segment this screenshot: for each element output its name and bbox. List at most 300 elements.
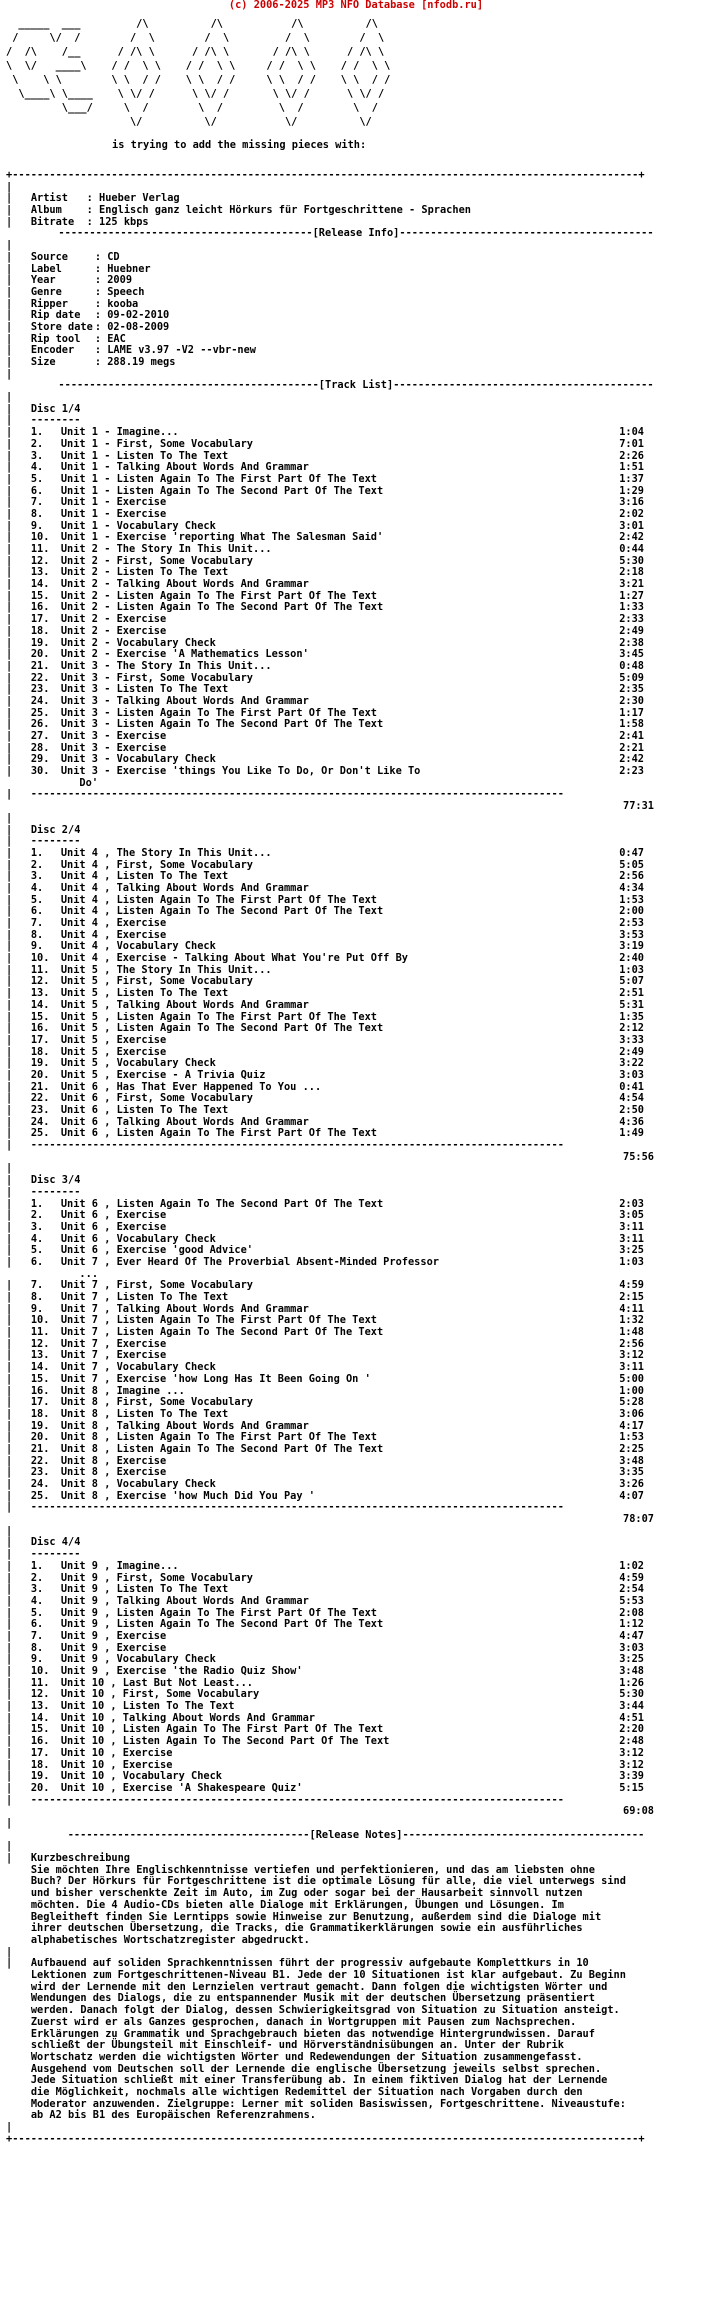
track-row: | 12. Unit 2 - First, Some Vocabulary 5:30 bbox=[6, 554, 644, 567]
disc-underline: | -------- bbox=[6, 414, 81, 427]
track-number: 1. bbox=[30, 1197, 44, 1210]
track-number: 8. bbox=[30, 1291, 44, 1304]
track-title: Unit 3 - First, Some Vocabulary bbox=[60, 672, 253, 684]
track-row: | 25. Unit 3 - Listen Again To The First Part Of The Text 1:17 bbox=[6, 706, 644, 719]
track-row: | 21. Unit 6 , Has That Ever Happened To You ... 0:41 bbox=[6, 1080, 644, 1093]
track-title: Unit 2 - Listen To The Text bbox=[60, 567, 229, 579]
track-duration: 0:48 bbox=[619, 659, 644, 672]
track-duration: 1:33 bbox=[619, 601, 644, 614]
track-number: 5. bbox=[30, 472, 44, 485]
track-row: | 1. Unit 9 , Imagine... 1:02 bbox=[6, 1559, 644, 1572]
spacer: | bbox=[6, 1816, 13, 1829]
track-duration: 1:51 bbox=[619, 461, 644, 474]
track-duration: 4:36 bbox=[619, 1115, 644, 1128]
track-duration: 4:47 bbox=[619, 1629, 644, 1642]
track-title: Unit 3 - Listen Again To The First Part Of The Text bbox=[60, 707, 377, 719]
track-title: Unit 1 - First, Some Vocabulary bbox=[60, 438, 253, 450]
logo-line: \____\ \____ \ \/ / \ \/ / \ \/ / \ \/ / bbox=[6, 88, 409, 100]
track-title: Unit 3 - The Story In This Unit... bbox=[60, 660, 272, 672]
banner-text: (c) 2006-2025 MP3 NFO Database [nfodb.ru] bbox=[228, 0, 484, 11]
track-title: Unit 5 , The Story In This Unit... bbox=[60, 964, 272, 976]
track-row: | 14. Unit 7 , Vocabulary Check 3:11 bbox=[6, 1361, 644, 1374]
track-number: 12. bbox=[30, 975, 50, 988]
info-value: kooba bbox=[107, 297, 139, 310]
info-row: | Source : CD bbox=[6, 250, 120, 263]
track-row: | 14. Unit 10 , Talking About Words And Grammar 4:51 bbox=[6, 1711, 644, 1724]
track-number: 23. bbox=[30, 1466, 50, 1479]
track-number: 5. bbox=[30, 893, 44, 906]
track-title: Unit 1 - Listen Again To The First Part Of The Text bbox=[60, 473, 377, 485]
disc-total: 78:07 bbox=[623, 1513, 654, 1526]
info-label: Source bbox=[30, 250, 69, 263]
track-number: 19. bbox=[30, 1057, 50, 1070]
track-row: | 16. Unit 10 , Listen Again To The Second Part Of The Text 2:48 bbox=[6, 1735, 644, 1748]
track-row: | 7. Unit 4 , Exercise 2:53 bbox=[6, 917, 644, 930]
track-row: | 20. Unit 8 , Listen Again To The First Part Of The Text 1:53 bbox=[6, 1431, 644, 1444]
track-duration: 1:53 bbox=[619, 1431, 644, 1444]
track-number: 26. bbox=[30, 718, 50, 731]
track-row: | 10. Unit 9 , Exercise 'the Radio Quiz Show' 3:48 bbox=[6, 1665, 644, 1678]
track-title: Unit 9 , Vocabulary Check bbox=[60, 1654, 216, 1666]
track-duration: 2:33 bbox=[619, 613, 644, 626]
track-title: Unit 5 , Listen Again To The First Part Of The Text bbox=[60, 1011, 377, 1023]
info-row: | Year : 2009 bbox=[6, 274, 133, 287]
track-duration: 2:42 bbox=[619, 753, 644, 766]
track-number: 19. bbox=[30, 1419, 50, 1432]
track-number: 3. bbox=[30, 1220, 44, 1233]
track-title: Unit 1 - Talking About Words And Grammar bbox=[60, 462, 309, 474]
track-number: 22. bbox=[30, 671, 50, 684]
track-duration: 1:35 bbox=[619, 1010, 644, 1023]
track-row: | 24. Unit 8 , Vocabulary Check 3:26 bbox=[6, 1478, 644, 1491]
track-title: Unit 6 , Exercise bbox=[60, 1210, 167, 1222]
track-row: | 9. Unit 1 - Vocabulary Check 3:01 bbox=[6, 519, 644, 532]
track-row: | 4. Unit 9 , Talking About Words And Grammar 5:53 bbox=[6, 1594, 644, 1607]
logo-line: \/ \/ \/ \/ bbox=[6, 116, 409, 128]
track-number: 13. bbox=[30, 566, 50, 579]
disc-underline: | -------- bbox=[6, 1548, 81, 1561]
track-row: | 18. Unit 10 , Exercise 3:12 bbox=[6, 1758, 644, 1771]
track-duration: 4:34 bbox=[619, 881, 644, 894]
track-title: Unit 9 , First, Some Vocabulary bbox=[60, 1572, 253, 1584]
track-number: 18. bbox=[30, 1407, 50, 1420]
track-row: | 13. Unit 7 , Exercise 3:12 bbox=[6, 1349, 644, 1362]
info-row: | Genre : Speech bbox=[6, 285, 145, 298]
track-number: 9. bbox=[30, 519, 44, 532]
track-row: | 16. Unit 8 , Imagine ... 1:00 bbox=[6, 1384, 644, 1397]
track-title: Unit 4 , First, Some Vocabulary bbox=[60, 859, 253, 871]
info-value: 288.19 megs bbox=[107, 356, 176, 368]
track-duration: 4:59 bbox=[619, 1571, 644, 1584]
track-row: | 13. Unit 2 - Listen To The Text 2:18 bbox=[6, 566, 644, 579]
track-title: Unit 10 , Talking About Words And Grammar bbox=[60, 1712, 315, 1724]
disc-title-text: Disc 4/4 bbox=[30, 1536, 81, 1549]
track-row: | 9. Unit 9 , Vocabulary Check 3:25 bbox=[6, 1653, 644, 1666]
track-number: 8. bbox=[30, 507, 44, 520]
track-duration: 3:05 bbox=[619, 1209, 644, 1222]
track-title: Unit 5 , Listen To The Text bbox=[60, 988, 229, 1000]
track-number: 24. bbox=[30, 1478, 50, 1491]
track-duration: 2:53 bbox=[619, 917, 644, 930]
track-row: | 6. Unit 1 - Listen Again To The Second Part Of The Text 1:29 bbox=[6, 484, 644, 497]
track-row: | 21. Unit 8 , Listen Again To The Second Part Of The Text 2:25 bbox=[6, 1442, 644, 1455]
track-duration: 2:35 bbox=[619, 683, 644, 696]
track-row: | 5. Unit 1 - Listen Again To The First Part Of The Text 1:37 bbox=[6, 472, 644, 485]
track-row: | 8. Unit 4 , Exercise 3:53 bbox=[6, 928, 644, 941]
track-title: Unit 7 , First, Some Vocabulary bbox=[60, 1280, 253, 1292]
track-duration: 4:07 bbox=[619, 1489, 644, 1502]
track-row: | 24. Unit 3 - Talking About Words And Grammar 2:30 bbox=[6, 694, 644, 707]
track-title: Unit 4 , Listen Again To The First Part Of The Text bbox=[60, 894, 377, 906]
track-title: Unit 2 - Exercise bbox=[60, 614, 167, 626]
track-number: 11. bbox=[30, 1326, 50, 1339]
logo-line: \ \/ ____\ / / \ \ / / \ \ / / \ \ / / \ \ bbox=[6, 60, 409, 72]
track-duration: 3:11 bbox=[619, 1232, 644, 1245]
track-number: 14. bbox=[30, 1711, 50, 1724]
track-number: 11. bbox=[30, 1676, 50, 1689]
info-label: Rip date bbox=[30, 309, 81, 322]
album-value: Englisch ganz leicht Hörkurs für Fortgeschrittene - Sprachen bbox=[99, 204, 471, 217]
track-duration: 2:51 bbox=[619, 987, 644, 1000]
track-duration: 3:22 bbox=[619, 1057, 644, 1070]
track-duration: 5:15 bbox=[619, 1781, 644, 1794]
track-row: | 20. Unit 2 - Exercise 'A Mathematics Lesson' 3:45 bbox=[6, 648, 644, 661]
track-number: 7. bbox=[30, 496, 44, 509]
disc-total: 77:31 bbox=[623, 800, 654, 813]
top-border: +-----------------------------------------------------------------------------------------------------+ bbox=[6, 170, 645, 181]
track-title: Unit 2 - Listen Again To The First Part Of The Text bbox=[60, 590, 377, 602]
notes-paragraph: Aufbauend auf soliden Sprachkenntnissen führt der progressiv aufgebaute Komplettkurs in 10 Lektionen zum Fortgeschrittenen-Niveau B1. Jede der 10 Situationen ist klar aufgebaut. Zu Beginn wird der Lernende mit den Lernzielen vertraut gemacht. Dann folgen die wichtigsten Wörter und Wendungen des Dialogs, die zu entspannender Musik mit der deutschen Übersetzung präsentiert werden. Danach folgt der Dialog, dessen Schwierigkeitsgrad von Situation zu Situation ansteigt. Zuerst wird er als Ganzes gesprochen, danach in Wortgruppen mit Pausen zum Nachsprechen. Erklärungen zu Grammatik und Sprachgebrauch bieten das notwendige Hintergrundwissen. Darauf schließt der Übungsteil mit Einschleif- und Hörverständnisübungen an. Unter der Rubrik Wortschatz werden die wichtigsten Wörter und Redewendungen der Situation zusammengefasst. Ausgehend vom Deutschen soll der Lernende die englische Übersetzung jeweils selbst sprechen. Jede Situation schließt mit einer Transferübung ab. In einem fiktiven Dialog hat der Lernende die Möglichkeit, nochmals alle wichtigen Redemittel der Situation nach Vorgaben durch den Moderator anzuwenden. Zielgruppe: Lerner mit soliden Basiswissen, Fortgeschrittene. Niveaustufe: ab A2 bis B1 des Europäischen Referenzrahmens. bbox=[30, 1957, 633, 2122]
track-duration: 1:37 bbox=[619, 472, 644, 485]
track-title: Unit 7 , Exercise 'how Long Has It Been Going On ' bbox=[60, 1373, 371, 1385]
track-duration: 4:17 bbox=[619, 1419, 644, 1432]
track-title: Unit 5 , Listen Again To The Second Part Of The Text bbox=[60, 1023, 384, 1035]
track-number: 12. bbox=[30, 1337, 50, 1350]
track-row: | 1. Unit 6 , Listen Again To The Second Part Of The Text 2:03 bbox=[6, 1197, 644, 1210]
track-row: | 19. Unit 8 , Talking About Words And Grammar 4:17 bbox=[6, 1419, 644, 1432]
track-title: Unit 5 , Vocabulary Check bbox=[60, 1058, 216, 1070]
track-row: | 14. Unit 5 , Talking About Words And Grammar 5:31 bbox=[6, 998, 644, 1011]
track-title: Unit 3 - Listen Again To The Second Part Of The Text bbox=[60, 719, 384, 731]
disc-title-text: Disc 2/4 bbox=[30, 823, 81, 836]
info-value: EAC bbox=[107, 332, 126, 345]
track-duration: 1:17 bbox=[619, 706, 644, 719]
track-number: 1. bbox=[30, 1559, 44, 1572]
track-number: 13. bbox=[30, 1349, 50, 1362]
track-number: 18. bbox=[30, 1758, 50, 1771]
track-title: Unit 7 , Exercise bbox=[60, 1338, 167, 1350]
track-title: Unit 6 , Listen Again To The First Part Of The Text bbox=[60, 1128, 377, 1140]
track-number: 10. bbox=[30, 531, 50, 544]
track-title: Unit 2 - The Story In This Unit... bbox=[60, 544, 272, 555]
track-title: Unit 4 , The Story In This Unit... bbox=[60, 847, 272, 859]
track-duration: 3:21 bbox=[619, 578, 644, 591]
track-title: Unit 10 , First, Some Vocabulary bbox=[60, 1689, 260, 1701]
track-row: | 6. Unit 4 , Listen Again To The Second Part Of The Text 2:00 bbox=[6, 905, 644, 918]
track-number: 17. bbox=[30, 1033, 50, 1046]
logo-line: / \/ / / \ / \ / \ / \ bbox=[6, 32, 416, 44]
track-duration: 3:12 bbox=[619, 1349, 644, 1362]
track-number: 3. bbox=[30, 1583, 44, 1596]
track-title: Unit 4 , Listen To The Text bbox=[60, 871, 229, 883]
track-duration: 3:03 bbox=[619, 1068, 644, 1081]
track-title: Unit 4 , Vocabulary Check bbox=[60, 941, 216, 953]
track-number: 13. bbox=[30, 1700, 50, 1713]
track-number: 23. bbox=[30, 683, 50, 696]
track-number: 6. bbox=[30, 484, 44, 497]
track-number: 10. bbox=[30, 952, 50, 965]
track-row: | 20. Unit 5 , Exercise - A Trivia Quiz 3:03 bbox=[6, 1068, 644, 1081]
track-row: | 3. Unit 9 , Listen To The Text 2:54 bbox=[6, 1583, 644, 1596]
track-row: | 14. Unit 2 - Talking About Words And Grammar 3:21 bbox=[6, 578, 644, 591]
track-title: Unit 7 , Listen To The Text bbox=[60, 1292, 229, 1304]
track-duration: 1:29 bbox=[619, 484, 644, 497]
track-duration: 2:56 bbox=[619, 870, 644, 883]
track-title: Unit 9 , Listen Again To The Second Part Of The Text bbox=[60, 1619, 384, 1631]
track-row: | 21. Unit 3 - The Story In This Unit... 0:48 bbox=[6, 659, 644, 672]
track-number: 1. bbox=[30, 426, 44, 439]
track-duration: 3:39 bbox=[619, 1770, 644, 1783]
track-duration: 1:03 bbox=[619, 1255, 644, 1268]
track-row: | 10. Unit 7 , Listen Again To The First Part Of The Text 1:32 bbox=[6, 1314, 644, 1327]
track-number: 14. bbox=[30, 1361, 50, 1374]
track-duration: 3:53 bbox=[619, 928, 644, 941]
info-label: Ripper bbox=[30, 297, 69, 310]
track-title: Unit 8 , Talking About Words And Grammar bbox=[60, 1420, 309, 1432]
track-title: Unit 10 , Exercise bbox=[60, 1747, 173, 1759]
track-title: Unit 6 , First, Some Vocabulary bbox=[60, 1093, 253, 1105]
track-row: | 5. Unit 4 , Listen Again To The First Part Of The Text 1:53 bbox=[6, 893, 644, 906]
track-row: | 10. Unit 4 , Exercise - Talking About What You're Put Off By 2:40 bbox=[6, 952, 644, 965]
track-duration: 3:12 bbox=[619, 1758, 644, 1771]
track-number: 14. bbox=[30, 998, 50, 1011]
track-duration: 1:26 bbox=[619, 1676, 644, 1689]
track-number: 10. bbox=[30, 1665, 50, 1678]
track-duration: 1:03 bbox=[619, 963, 644, 976]
track-row: | 13. Unit 5 , Listen To The Text 2:51 bbox=[6, 987, 644, 1000]
info-value: 02-08-2009 bbox=[107, 320, 170, 333]
track-row: | 16. Unit 2 - Listen Again To The Second Part Of The Text 1:33 bbox=[6, 601, 644, 614]
disc-title-text: Disc 3/4 bbox=[30, 1174, 81, 1187]
track-title: Unit 10 , Listen Again To The First Part Of The Text bbox=[60, 1724, 384, 1736]
track-duration: 3:19 bbox=[619, 940, 644, 953]
track-row: | 11. Unit 7 , Listen Again To The Second Part Of The Text 1:48 bbox=[6, 1326, 644, 1339]
track-duration: 2:48 bbox=[619, 1735, 644, 1748]
track-duration: 2:02 bbox=[619, 507, 644, 520]
logo-line: \___/ \ / \ / \ / \ / bbox=[6, 102, 409, 114]
track-title: Unit 6 , Exercise bbox=[60, 1221, 167, 1233]
nfo-body: +-----------------------------------------------------------------------------------------------------+ | | Artist : Hueber Verlag | Album : Englisch ganz leicht Hörkurs für Fortgeschrittene - Sprachen | Bitrate : 125 kbps -----------------------------------------[Release Info]----------------------------------------- | | Source : CD | Label : Huebner | Year : 2009 | Genre : Speech | Ripper : kooba | Rip date : 09-02-2010 | Store date : 02-08-2009 | Rip tool : EAC | Encoder : LAME v3.97 -V2 --vbr-new | Size : 288.19 megs | ------------------------------------------[Track List]------------------------------------------ | | Disc 1/4 | -------- | 1. Unit 1 - Imagine... 1:04 | 2. Unit 1 - First, Some Vocabulary 7:01 | 3. Unit 1 - Listen To The Text 2:26 | 4. Unit 1 - Talking About Words And Grammar 1:51 | 5. Unit 1 - Listen Again To The First Part Of The Text 1:37 | 6. Unit 1 - Listen Again To The Second Part Of The Text 1:29 | 7. Unit 1 - Exercise 3:16 | 8. Unit 1 - Exercise 2:02 | 9. Unit 1 - Vocabulary Check 3:01 | 10. Unit 1 - Exercise 'reporting What The Salesman Said' 2:42 | 11. Unit 2 - The Story In This Unit... 0:44 | 12. Unit 2 - First, Some Vocabulary 5:30 | 13. Unit 2 - Listen To The Text 2:18 | 14. Unit 2 - Talking About Words And Grammar 3:21 | 15. Unit 2 - Listen Again To The First Part Of The Text 1:27 | 16. Unit 2 - Listen Again To The Second Part Of The Text 1:33 | 17. Unit 2 - Exercise 2:33 | 18. Unit 2 - Exercise 2:49 | 19. Unit 2 - Vocabulary Check 2:38 | 20. Unit 2 - Exercise 'A Mathematics Lesson' 3:45 | 21. Unit 3 - The Story In This Unit... 0:48 | 22. Unit 3 - First, Some Vocabulary 5:09 | 23. Unit 3 - Listen To The Text 2:35 | 24. Unit 3 - Talking About Words And Grammar 2:30 | 25. Unit 3 - Listen Again To The First Part Of The Text 1:17 | 26. Unit 3 - Listen Again To The Second Part Of The Text 1:58 | 27. Unit 3 - Exercise 2:41 | 28. Unit 3 - Exercise 2:21 | 29. Unit 3 - Vocabulary Check 2:42 | 30. Unit 3 - Exercise 'things You Like To Do, Or Don't Like To Do' 2:23 | -------------------------------------------------------------------------------------- 77:31 | | Disc 2/4 | -------- | 1. Unit 4 , The Story In This Unit... 0:47 | 2. Unit 4 , First, Some Vocabulary 5:05 | 3. Unit 4 , Listen To The Text 2:56 | 4. Unit 4 , Talking About Words And Grammar 4:34 | 5. Unit 4 , Listen Again To The First Part Of The Text 1:53 | 6. Unit 4 , Listen Again To The Second Part Of The Text 2:00 | 7. Unit 4 , Exercise 2:53 | 8. Unit 4 , Exercise 3:53 | 9. Unit 4 , Vocabulary Check 3:19 | 10. Unit 4 , Exercise - Talking About What You're Put Off By 2:40 | 11. Unit 5 , The Story In This Unit... 1:03 | 12. Unit 5 , First, Some Vocabulary 5:07 | 13. Unit 5 , Listen To The Text 2:51 | 14. Unit 5 , Talking About Words And Grammar 5:31 | 15. Unit 5 , Listen Again To The First Part Of The Text 1:35 | 16. Unit 5 , Listen Again To The Second Part Of The Text 2:12 | 17. Unit 5 , Exercise 3:33 | 18. Unit 5 , Exercise 2:49 | 19. Unit 5 , Vocabulary Check 3:22 | 20. Unit 5 , Exercise - A Trivia Quiz 3:03 | 21. Unit 6 , Has That Ever Happened To You ... 0:41 | 22. Unit 6 , First, Some Vocabulary 4:54 | 23. Unit 6 , Listen To The Text 2:50 | 24. Unit 6 , Talking About Words And Grammar 4:36 | 25. Unit 6 , Listen Again To The First Part Of The Text 1:49 | -------------------------------------------------------------------------------------- 75:56 | | Disc 3/4 | -------- | 1. Unit 6 , Listen Again To The Second Part Of The Text 2:03 | 2. Unit 6 , Exercise 3:05 | 3. Unit 6 , Exercise 3:11 | 4. Unit 6 , Vocabulary Check 3:11 | 5. Unit 6 , Exercise 'good Advice' 3:25 | 6. Unit 7 , Ever Heard Of The Proverbial Absent-Minded Professor ... 1:03 | 7. Unit 7 , First, Some Vocabulary 4:59 | 8. Unit 7 , Listen To The Text 2:15 | 9. Unit 7 , Talking About Words And Grammar 4:11 | 10. Unit 7 , Listen Again To The First Part Of The Text 1:32 | 11. Unit 7 , Listen Again To The Second Part Of The Text 1:48 | 12. Unit 7 , Exercise 2:56 | 13. Unit 7 , Exercise 3:12 | 14. Unit 7 , Vocabulary Check 3:11 | 15. Unit 7 , Exercise 'how Long Has It Been Going On ' 5:00 | 16. Unit 8 , Imagine ... 1:00 | 17. Unit 8 , First, Some Vocabulary 5:28 | 18. Unit 8 , Listen To The Text 3:06 | 19. Unit 8 , Talking About Words And Grammar 4:17 | 20. Unit 8 , Listen Again To The First Part Of The Text 1:53 | 21. Unit 8 , Listen Again To The Second Part Of The Text 2:25 | 22. Unit 8 , Exercise 3:48 | 23. Unit 8 , Exercise 3:35 | 24. Unit 8 , Vocabulary Check 3:26 | 25. Unit 8 , Exercise 'how Much Did You Pay ' 4:07 | -------------------------------------------------------------------------------------- 78:07 | | Disc 4/4 | -------- | 1. Unit 9 , Imagine... 1:02 | 2. Unit 9 , First, Some Vocabulary 4:59 | 3. Unit 9 , Listen To The Text 2:54 | 4. Unit 9 , Talking About Words And Grammar 5:53 | 5. Unit 9 , Listen Again To The First Part Of The Text 2:08 | 6. Unit 9 , Listen Again To The Second Part Of The Text 1:12 | 7. Unit 9 , Exercise 4:47 | 8. Unit 9 , Exercise 3:03 | 9. Unit 9 , Vocabulary Check 3:25 | 10. Unit 9 , Exercise 'the Radio Quiz Show' 3:48 | 11. Unit 10 , Last But Not Least... 1:26 | 12. Unit 10 , First, Some Vocabulary 5:30 | 13. Unit 10 , Listen To The Text 3:44 | 14. Unit 10 , Talking About Words And Grammar 4:51 | 15. Unit 10 , Listen Again To The First Part Of The Text 2:20 | 16. Unit 10 , Listen Again To The Second Part Of The Text 2:48 | 17. Unit 10 , Exercise 3:12 | 18. Unit 10 , Exercise 3:12 | 19. Unit 10 , Vocabulary Check 3:39 | 20. Unit 10 , Exercise 'A Shakespeare Quiz' 5:15 | -------------------------------------------------------------------------------------- 69:08 | ---------------------------------------[Release Notes]--------------------------------------- | | Kurzbeschreibung Sie möchten Ihre Englischkenntnisse vertiefen und perfektionieren, und das am liebsten ohne Buch? Der Hörkurs für Fortgeschrittene ist die optimale Lösung für alle, die viel unterwegs sind und bisher verschenkte Zeit im Auto, im Zug oder sogar bei der Hausarbeit sinnvoll nutzen möchten. Die 4 Audio-CDs bieten alle Dialoge mit Erklärungen, Übungen und Lösungen. Im Begleitheft finden Sie Lerntipps sowie Hinweise zur Benutzung, außerdem sind die Dialoge mit ihrer deutschen Übersetzung, die Tracks, die Grammatikerklärungen sowie ein ausführliches alphabetisches Wortschatzregister abgedruckt. | | Aufbauend auf soliden Sprachkenntnissen führt der progressiv aufgebaute Komplettkurs in 10 Lektionen zum Fortgeschrittenen-Niveau B1. Jede der 10 Situationen ist klar aufgebaut. Zu Beginn wird der Lernende mit den Lernzielen vertraut gemacht. Dann folgen die wichtigsten Wörter und Wendungen des Dialogs, die zu entspannender Musik mit der deutschen Übersetzung präsentiert werden. Danach folgt der Dialog, dessen Schwierigkeitsgrad von Situation zu Situation ansteigt. Zuerst wird er als Ganzes gesprochen, danach in Wortgruppen mit Pausen zum Nachsprechen. Erklärungen zu Grammatik und Sprachgebrauch bieten das notwendige Hintergrundwissen. Darauf schließt der Übungsteil mit Einschleif- und Hörverständnisübungen an. Unter der Rubrik Wortschatz werden die wichtigsten Wörter und Redewendungen der Situation zusammengefasst. Ausgehend vom Deutschen soll der Lernende die englische Übersetzung jeweils selbst sprechen. Jede Situation schließt mit einer Transferübung ab. In einem fiktiven Dialog hat der Lernende die Möglichkeit, nochmals alle wichtigen Redemittel der Situation nach Vorgaben durch den Moderator anzuwenden. Zielgruppe: Lerner mit soliden Basiswissen, Fortgeschrittene. Niveaustufe: ab A2 bis B1 des Europäischen Referenzrahmens. | +-----------------------------------------------------------------------------------------------------+ bbox=[6, 170, 706, 2146]
disc-underline: | -------- bbox=[6, 835, 81, 848]
track-title: Unit 8 , Exercise 'how Much Did You Pay ' bbox=[60, 1490, 315, 1502]
track-number: 12. bbox=[30, 1688, 50, 1701]
tagline: is trying to add the missing pieces with: bbox=[112, 139, 367, 151]
track-number: 17. bbox=[30, 1396, 50, 1409]
track-row: | 17. Unit 8 , First, Some Vocabulary 5:28 bbox=[6, 1396, 644, 1409]
track-duration: 3:44 bbox=[619, 1700, 644, 1713]
track-duration: 5:09 bbox=[619, 671, 644, 684]
track-duration: 2:41 bbox=[619, 730, 644, 742]
track-title: Unit 2 - Talking About Words And Grammar bbox=[60, 579, 309, 591]
track-row: | 10. Unit 1 - Exercise 'reporting What The Salesman Said' 2:42 bbox=[6, 531, 644, 544]
track-row: | 24. Unit 6 , Talking About Words And Grammar 4:36 bbox=[6, 1115, 644, 1128]
track-row: | 15. Unit 7 , Exercise 'how Long Has It Been Going On ' 5:00 bbox=[6, 1372, 644, 1385]
disc-underline: | -------- bbox=[6, 1185, 81, 1198]
track-row: | 28. Unit 3 - Exercise 2:21 bbox=[6, 741, 644, 754]
track-duration: 3:11 bbox=[619, 1361, 644, 1374]
bitrate-value: 125 kbps bbox=[99, 215, 149, 228]
track-duration: 2:08 bbox=[619, 1606, 644, 1619]
disc-title: | Disc 1/4 bbox=[6, 402, 81, 415]
track-duration: 2:23 bbox=[619, 765, 644, 778]
track-title: Unit 7 , Listen Again To The First Part Of The Text bbox=[60, 1315, 377, 1327]
track-title: Unit 10 , Exercise 'A Shakespeare Quiz' bbox=[60, 1782, 303, 1794]
track-row: | 23. Unit 6 , Listen To The Text 2:50 bbox=[6, 1104, 644, 1117]
track-duration: 3:06 bbox=[619, 1407, 644, 1420]
track-duration: 2:38 bbox=[619, 636, 644, 649]
track-duration: 2:56 bbox=[619, 1337, 644, 1350]
track-row: | 8. Unit 7 , Listen To The Text 2:15 bbox=[6, 1291, 644, 1304]
track-duration: 2:21 bbox=[619, 741, 644, 754]
track-row: | 4. Unit 6 , Vocabulary Check 3:11 bbox=[6, 1232, 644, 1245]
track-number: 3. bbox=[30, 870, 44, 883]
track-duration: 1:12 bbox=[619, 1618, 644, 1631]
track-number: 6. bbox=[30, 1618, 44, 1631]
track-duration: 1:49 bbox=[619, 1127, 644, 1140]
track-row: | 11. Unit 10 , Last But Not Least... 1:26 bbox=[6, 1676, 644, 1689]
track-row: | 23. Unit 3 - Listen To The Text 2:35 bbox=[6, 683, 644, 696]
track-row: | 6. Unit 7 , Ever Heard Of The Proverbial Absent-Minded Professor ... 1:03 bbox=[6, 1255, 644, 1280]
track-title: Unit 1 - Exercise bbox=[60, 497, 167, 509]
track-row: | 12. Unit 7 , Exercise 2:56 bbox=[6, 1337, 644, 1350]
disc-separator: | -------------------------------------------------------------------------------------- bbox=[6, 788, 564, 801]
track-duration: 3:26 bbox=[619, 1478, 644, 1491]
track-duration: 2:50 bbox=[619, 1104, 644, 1117]
track-row: | 3. Unit 6 , Exercise 3:11 bbox=[6, 1220, 644, 1233]
track-row: | 25. Unit 6 , Listen Again To The First Part Of The Text 1:49 bbox=[6, 1127, 644, 1140]
track-title: Unit 8 , Exercise bbox=[60, 1467, 167, 1479]
track-duration: 3:35 bbox=[619, 1466, 644, 1479]
track-title: Unit 8 , First, Some Vocabulary bbox=[60, 1397, 253, 1409]
track-number: 16. bbox=[30, 1384, 50, 1397]
track-duration: 2:54 bbox=[619, 1583, 644, 1596]
track-duration: 1:04 bbox=[619, 426, 644, 439]
track-number: 7. bbox=[30, 1279, 44, 1292]
info-row: | Ripper : kooba bbox=[6, 297, 139, 310]
track-row: | 29. Unit 3 - Vocabulary Check 2:42 bbox=[6, 753, 644, 766]
track-duration: 2:49 bbox=[619, 1045, 644, 1058]
track-title: Unit 8 , Listen Again To The Second Part Of The Text bbox=[60, 1443, 384, 1455]
track-title: Unit 1 - Exercise bbox=[60, 508, 167, 520]
track-title: Unit 1 - Listen To The Text bbox=[60, 450, 229, 462]
track-number: 7. bbox=[30, 917, 44, 930]
spacer: | bbox=[6, 1162, 13, 1175]
disc-separator: | -------------------------------------------------------------------------------------- bbox=[6, 1793, 564, 1806]
track-row: | 11. Unit 5 , The Story In This Unit... 1:03 bbox=[6, 963, 644, 976]
track-title: Unit 10 , Vocabulary Check bbox=[60, 1771, 222, 1783]
track-title: Unit 3 - Exercise 'things You Like To Do, Or Don't Like To Do' bbox=[60, 766, 421, 789]
disc-separator: | -------------------------------------------------------------------------------------- bbox=[6, 1501, 564, 1514]
track-title: Unit 9 , Listen Again To The First Part Of The Text bbox=[60, 1607, 377, 1619]
track-duration: 2:00 bbox=[619, 905, 644, 918]
track-row: | 15. Unit 2 - Listen Again To The First Part Of The Text 1:27 bbox=[6, 589, 644, 602]
track-number: 9. bbox=[30, 1302, 44, 1315]
track-title: Unit 7 , Listen Again To The Second Part Of The Text bbox=[60, 1327, 384, 1339]
track-title: Unit 7 , Exercise bbox=[60, 1350, 167, 1362]
track-duration: 2:30 bbox=[619, 694, 644, 707]
release-notes-heading: ---------------------------------------[Release Notes]--------------------------------------- bbox=[67, 1828, 645, 1841]
track-title: Unit 10 , Exercise bbox=[60, 1759, 173, 1771]
track-number: 11. bbox=[30, 543, 50, 555]
artist-value: Hueber Verlag bbox=[99, 192, 180, 205]
track-number: 25. bbox=[30, 706, 50, 719]
track-title: Unit 2 - Exercise 'A Mathematics Lesson' bbox=[60, 649, 309, 661]
track-title: Unit 7 , Talking About Words And Grammar bbox=[60, 1303, 309, 1315]
track-title: Unit 9 , Exercise bbox=[60, 1630, 167, 1642]
track-title: Unit 5 , Exercise bbox=[60, 1034, 167, 1046]
track-number: 20. bbox=[30, 1781, 50, 1794]
track-row: | 15. Unit 5 , Listen Again To The First Part Of The Text 1:35 bbox=[6, 1010, 644, 1023]
track-number: 22. bbox=[30, 1454, 50, 1467]
track-duration: 5:00 bbox=[619, 1372, 644, 1385]
spacer: | bbox=[6, 1524, 13, 1537]
track-duration: 3:48 bbox=[619, 1665, 644, 1678]
track-number: 12. bbox=[30, 554, 50, 567]
track-row: | 2. Unit 1 - First, Some Vocabulary 7:01 bbox=[6, 437, 644, 450]
spacer: | bbox=[6, 1945, 13, 1958]
track-row: | 3. Unit 1 - Listen To The Text 2:26 bbox=[6, 449, 644, 462]
track-duration: 4:51 bbox=[619, 1711, 644, 1724]
track-title: Unit 6 , Talking About Words And Grammar bbox=[60, 1116, 309, 1128]
track-title: Unit 5 , First, Some Vocabulary bbox=[60, 976, 253, 988]
track-number: 2. bbox=[30, 1209, 44, 1222]
track-title: Unit 5 , Talking About Words And Grammar bbox=[60, 999, 309, 1011]
track-title: Unit 7 , Vocabulary Check bbox=[60, 1362, 216, 1374]
track-number: 11. bbox=[30, 963, 50, 976]
track-row: | 7. Unit 9 , Exercise 4:47 bbox=[6, 1629, 644, 1642]
track-title: Unit 6 , Listen To The Text bbox=[60, 1105, 229, 1117]
track-duration: 2:18 bbox=[619, 566, 644, 579]
bitrate-row: | Bitrate : 125 kbps bbox=[6, 215, 149, 228]
track-title: Unit 2 - Exercise bbox=[60, 625, 167, 637]
track-duration: 5:30 bbox=[619, 554, 644, 567]
track-title: Unit 9 , Exercise bbox=[60, 1642, 167, 1654]
track-title: Unit 2 - First, Some Vocabulary bbox=[60, 555, 253, 567]
track-duration: 1:02 bbox=[619, 1559, 644, 1572]
disc-total: 69:08 bbox=[623, 1805, 654, 1818]
track-number: 22. bbox=[30, 1092, 50, 1105]
track-number: 19. bbox=[30, 636, 50, 649]
track-duration: 3:11 bbox=[619, 1220, 644, 1233]
track-duration: 2:40 bbox=[619, 952, 644, 965]
track-number: 21. bbox=[30, 659, 50, 672]
track-title: Unit 4 , Listen Again To The Second Part Of The Text bbox=[60, 906, 384, 918]
track-number: 18. bbox=[30, 624, 50, 637]
track-duration: 4:59 bbox=[619, 1279, 644, 1292]
track-row: | 19. Unit 10 , Vocabulary Check 3:39 bbox=[6, 1770, 644, 1783]
track-row: | 19. Unit 5 , Vocabulary Check 3:22 bbox=[6, 1057, 644, 1070]
track-title: Unit 1 - Imagine... bbox=[60, 427, 179, 439]
track-number: 9. bbox=[30, 1653, 44, 1666]
track-row: | 22. Unit 8 , Exercise 3:48 bbox=[6, 1454, 644, 1467]
track-title: Unit 2 - Vocabulary Check bbox=[60, 637, 216, 649]
track-number: 20. bbox=[30, 648, 50, 661]
track-duration: 1:48 bbox=[619, 1326, 644, 1339]
track-number: 4. bbox=[30, 461, 44, 474]
track-number: 16. bbox=[30, 601, 50, 614]
track-duration: 1:27 bbox=[619, 589, 644, 602]
release-info-heading: -----------------------------------------[Release Info]----------------------------------------- bbox=[58, 227, 654, 240]
